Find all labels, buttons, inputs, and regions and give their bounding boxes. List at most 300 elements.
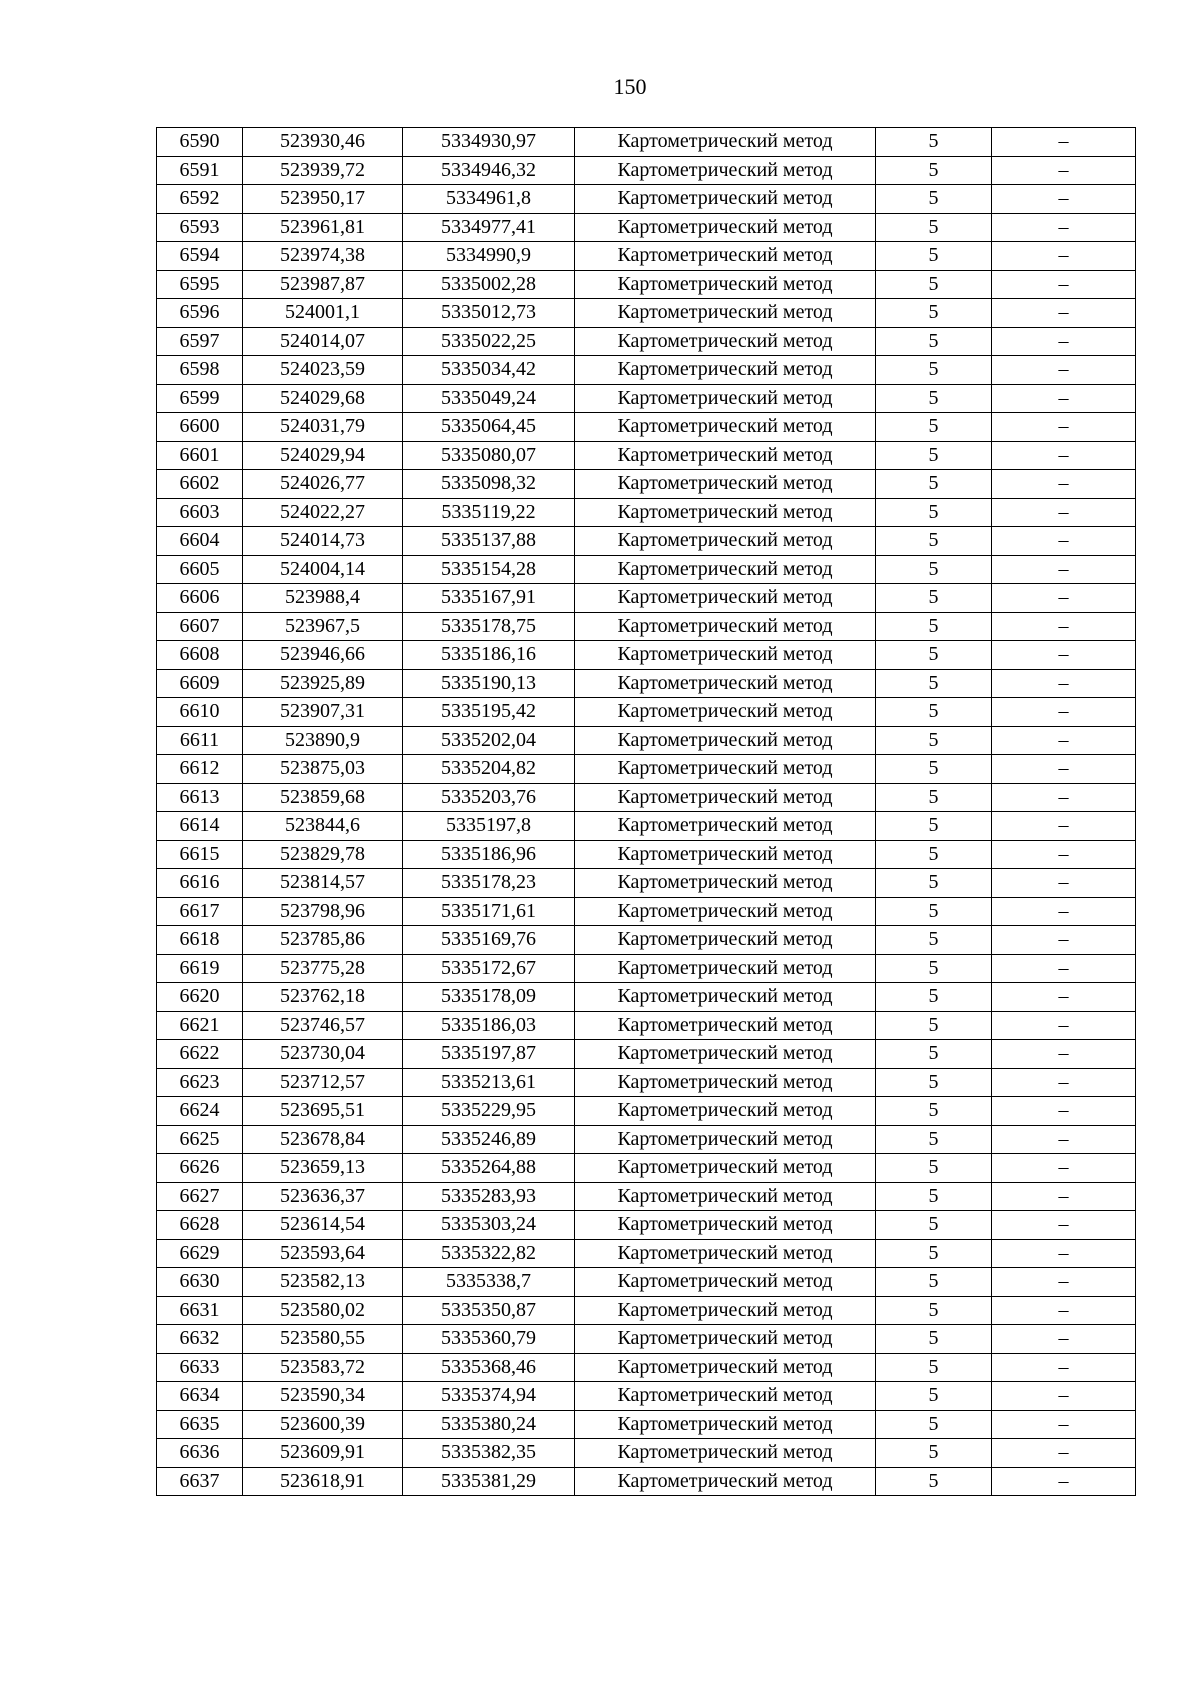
x-coordinate-cell: 523829,78 — [243, 840, 403, 869]
method-cell: Картометрический метод — [575, 128, 876, 157]
table-row — [157, 783, 1136, 812]
x-coordinate-cell: 524023,59 — [243, 356, 403, 385]
point-number-cell: 6637 — [157, 1467, 243, 1496]
accuracy-cell: 5 — [876, 1097, 992, 1126]
method-cell: Картометрический метод — [575, 1325, 876, 1354]
x-coordinate-cell: 524029,68 — [243, 384, 403, 413]
x-coordinate-cell: 523814,57 — [243, 869, 403, 898]
y-coordinate-cell: 5335350,87 — [403, 1296, 575, 1325]
table-row — [157, 1410, 1136, 1439]
y-coordinate-cell: 5335190,13 — [403, 669, 575, 698]
table-row — [157, 584, 1136, 613]
accuracy-cell: 5 — [876, 1439, 992, 1468]
description-cell: – — [992, 641, 1136, 670]
y-coordinate-cell: 5335374,94 — [403, 1382, 575, 1411]
accuracy-cell: 5 — [876, 641, 992, 670]
y-coordinate-cell: 5335080,07 — [403, 441, 575, 470]
y-coordinate-cell: 5335034,42 — [403, 356, 575, 385]
point-number-cell: 6636 — [157, 1439, 243, 1468]
method-cell: Картометрический метод — [575, 869, 876, 898]
x-coordinate-cell: 523930,46 — [243, 128, 403, 157]
point-number-cell: 6610 — [157, 698, 243, 727]
point-number-cell: 6596 — [157, 299, 243, 328]
y-coordinate-cell: 5335202,04 — [403, 726, 575, 755]
y-coordinate-cell: 5335213,61 — [403, 1068, 575, 1097]
description-cell: – — [992, 527, 1136, 556]
method-cell: Картометрический метод — [575, 498, 876, 527]
point-number-cell: 6629 — [157, 1239, 243, 1268]
description-cell: – — [992, 783, 1136, 812]
x-coordinate-cell: 523614,54 — [243, 1211, 403, 1240]
table-row — [157, 384, 1136, 413]
table-row — [157, 1068, 1136, 1097]
y-coordinate-cell: 5335178,09 — [403, 983, 575, 1012]
description-cell: – — [992, 185, 1136, 214]
y-coordinate-cell: 5335186,03 — [403, 1011, 575, 1040]
x-coordinate-cell: 523593,64 — [243, 1239, 403, 1268]
y-coordinate-cell: 5335303,24 — [403, 1211, 575, 1240]
point-number-cell: 6604 — [157, 527, 243, 556]
x-coordinate-cell: 524004,14 — [243, 555, 403, 584]
x-coordinate-cell: 524014,07 — [243, 327, 403, 356]
accuracy-cell: 5 — [876, 926, 992, 955]
x-coordinate-cell: 523746,57 — [243, 1011, 403, 1040]
table-row — [157, 612, 1136, 641]
y-coordinate-cell: 5335203,76 — [403, 783, 575, 812]
x-coordinate-cell: 523712,57 — [243, 1068, 403, 1097]
table-row — [157, 441, 1136, 470]
accuracy-cell: 5 — [876, 156, 992, 185]
method-cell: Картометрический метод — [575, 755, 876, 784]
description-cell: – — [992, 156, 1136, 185]
accuracy-cell: 5 — [876, 1268, 992, 1297]
y-coordinate-cell: 5335204,82 — [403, 755, 575, 784]
method-cell: Картометрический метод — [575, 669, 876, 698]
x-coordinate-cell: 523580,02 — [243, 1296, 403, 1325]
point-number-cell: 6634 — [157, 1382, 243, 1411]
point-number-cell: 6625 — [157, 1125, 243, 1154]
method-cell: Картометрический метод — [575, 270, 876, 299]
method-cell: Картометрический метод — [575, 185, 876, 214]
method-cell: Картометрический метод — [575, 1439, 876, 1468]
accuracy-cell: 5 — [876, 1068, 992, 1097]
table-row — [157, 1268, 1136, 1297]
description-cell: – — [992, 1382, 1136, 1411]
table-row — [157, 1296, 1136, 1325]
point-number-cell: 6598 — [157, 356, 243, 385]
method-cell: Картометрический метод — [575, 1382, 876, 1411]
method-cell: Картометрический метод — [575, 954, 876, 983]
accuracy-cell: 5 — [876, 1382, 992, 1411]
accuracy-cell: 5 — [876, 1125, 992, 1154]
x-coordinate-cell: 523950,17 — [243, 185, 403, 214]
point-number-cell: 6618 — [157, 926, 243, 955]
table-row — [157, 213, 1136, 242]
table-row — [157, 1154, 1136, 1183]
table-row — [157, 698, 1136, 727]
table-row — [157, 413, 1136, 442]
point-number-cell: 6603 — [157, 498, 243, 527]
table-row — [157, 555, 1136, 584]
accuracy-cell: 5 — [876, 1296, 992, 1325]
y-coordinate-cell: 5334990,9 — [403, 242, 575, 271]
method-cell: Картометрический метод — [575, 527, 876, 556]
point-number-cell: 6595 — [157, 270, 243, 299]
table-row — [157, 128, 1136, 157]
x-coordinate-cell: 524029,94 — [243, 441, 403, 470]
accuracy-cell: 5 — [876, 1467, 992, 1496]
y-coordinate-cell: 5335368,46 — [403, 1353, 575, 1382]
x-coordinate-cell: 523636,37 — [243, 1182, 403, 1211]
description-cell: – — [992, 470, 1136, 499]
method-cell: Картометрический метод — [575, 1011, 876, 1040]
method-cell: Картометрический метод — [575, 1040, 876, 1069]
description-cell: – — [992, 1182, 1136, 1211]
method-cell: Картометрический метод — [575, 413, 876, 442]
method-cell: Картометрический метод — [575, 983, 876, 1012]
y-coordinate-cell: 5335154,28 — [403, 555, 575, 584]
description-cell: – — [992, 128, 1136, 157]
table-row — [157, 869, 1136, 898]
point-number-cell: 6594 — [157, 242, 243, 271]
table-row — [157, 1211, 1136, 1240]
x-coordinate-cell: 523988,4 — [243, 584, 403, 613]
table-row — [157, 726, 1136, 755]
point-number-cell: 6605 — [157, 555, 243, 584]
y-coordinate-cell: 5335380,24 — [403, 1410, 575, 1439]
method-cell: Картометрический метод — [575, 555, 876, 584]
accuracy-cell: 5 — [876, 812, 992, 841]
accuracy-cell: 5 — [876, 185, 992, 214]
description-cell: – — [992, 584, 1136, 613]
description-cell: – — [992, 1097, 1136, 1126]
point-number-cell: 6608 — [157, 641, 243, 670]
accuracy-cell: 5 — [876, 669, 992, 698]
accuracy-cell: 5 — [876, 783, 992, 812]
description-cell: – — [992, 1125, 1136, 1154]
description-cell: – — [992, 726, 1136, 755]
description-cell: – — [992, 270, 1136, 299]
table-row — [157, 954, 1136, 983]
table-row — [157, 641, 1136, 670]
description-cell: – — [992, 1353, 1136, 1382]
description-cell: – — [992, 213, 1136, 242]
accuracy-cell: 5 — [876, 242, 992, 271]
x-coordinate-cell: 523844,6 — [243, 812, 403, 841]
description-cell: – — [992, 840, 1136, 869]
method-cell: Картометрический метод — [575, 840, 876, 869]
x-coordinate-cell: 523946,66 — [243, 641, 403, 670]
point-number-cell: 6620 — [157, 983, 243, 1012]
y-coordinate-cell: 5335169,76 — [403, 926, 575, 955]
table-row — [157, 156, 1136, 185]
x-coordinate-cell: 524014,73 — [243, 527, 403, 556]
y-coordinate-cell: 5335197,87 — [403, 1040, 575, 1069]
table-row — [157, 1353, 1136, 1382]
x-coordinate-cell: 523609,91 — [243, 1439, 403, 1468]
y-coordinate-cell: 5335012,73 — [403, 299, 575, 328]
x-coordinate-cell: 524031,79 — [243, 413, 403, 442]
x-coordinate-cell: 523859,68 — [243, 783, 403, 812]
point-number-cell: 6623 — [157, 1068, 243, 1097]
point-number-cell: 6617 — [157, 897, 243, 926]
x-coordinate-cell: 523580,55 — [243, 1325, 403, 1354]
x-coordinate-cell: 523695,51 — [243, 1097, 403, 1126]
point-number-cell: 6627 — [157, 1182, 243, 1211]
y-coordinate-cell: 5335064,45 — [403, 413, 575, 442]
x-coordinate-cell: 524001,1 — [243, 299, 403, 328]
description-cell: – — [992, 413, 1136, 442]
x-coordinate-cell: 524026,77 — [243, 470, 403, 499]
point-number-cell: 6633 — [157, 1353, 243, 1382]
method-cell: Картометрический метод — [575, 384, 876, 413]
x-coordinate-cell: 523678,84 — [243, 1125, 403, 1154]
y-coordinate-cell: 5335178,23 — [403, 869, 575, 898]
accuracy-cell: 5 — [876, 869, 992, 898]
y-coordinate-cell: 5335283,93 — [403, 1182, 575, 1211]
point-number-cell: 6632 — [157, 1325, 243, 1354]
table-row — [157, 356, 1136, 385]
y-coordinate-cell: 5335098,32 — [403, 470, 575, 499]
table-row — [157, 983, 1136, 1012]
description-cell: – — [992, 1296, 1136, 1325]
description-cell: – — [992, 669, 1136, 698]
y-coordinate-cell: 5335382,35 — [403, 1439, 575, 1468]
method-cell: Картометрический метод — [575, 926, 876, 955]
y-coordinate-cell: 5335197,8 — [403, 812, 575, 841]
point-number-cell: 6622 — [157, 1040, 243, 1069]
accuracy-cell: 5 — [876, 1325, 992, 1354]
x-coordinate-cell: 523939,72 — [243, 156, 403, 185]
x-coordinate-cell: 523890,9 — [243, 726, 403, 755]
y-coordinate-cell: 5335186,96 — [403, 840, 575, 869]
description-cell: – — [992, 356, 1136, 385]
accuracy-cell: 5 — [876, 1154, 992, 1183]
table-row — [157, 755, 1136, 784]
point-number-cell: 6619 — [157, 954, 243, 983]
x-coordinate-cell: 523798,96 — [243, 897, 403, 926]
y-coordinate-cell: 5335360,79 — [403, 1325, 575, 1354]
accuracy-cell: 5 — [876, 270, 992, 299]
table-row — [157, 498, 1136, 527]
description-cell: – — [992, 755, 1136, 784]
y-coordinate-cell: 5334930,97 — [403, 128, 575, 157]
description-cell: – — [992, 1268, 1136, 1297]
x-coordinate-cell: 523582,13 — [243, 1268, 403, 1297]
accuracy-cell: 5 — [876, 755, 992, 784]
table-row — [157, 1439, 1136, 1468]
y-coordinate-cell: 5335002,28 — [403, 270, 575, 299]
description-cell: – — [992, 869, 1136, 898]
point-number-cell: 6616 — [157, 869, 243, 898]
description-cell: – — [992, 1325, 1136, 1354]
method-cell: Картометрический метод — [575, 470, 876, 499]
accuracy-cell: 5 — [876, 983, 992, 1012]
y-coordinate-cell: 5335246,89 — [403, 1125, 575, 1154]
x-coordinate-cell: 523907,31 — [243, 698, 403, 727]
method-cell: Картометрический метод — [575, 327, 876, 356]
method-cell: Картометрический метод — [575, 726, 876, 755]
description-cell: – — [992, 299, 1136, 328]
description-cell: – — [992, 1439, 1136, 1468]
table-row — [157, 926, 1136, 955]
accuracy-cell: 5 — [876, 470, 992, 499]
y-coordinate-cell: 5335229,95 — [403, 1097, 575, 1126]
accuracy-cell: 5 — [876, 356, 992, 385]
y-coordinate-cell: 5335137,88 — [403, 527, 575, 556]
method-cell: Картометрический метод — [575, 812, 876, 841]
description-cell: – — [992, 1068, 1136, 1097]
x-coordinate-cell: 523974,38 — [243, 242, 403, 271]
x-coordinate-cell: 523775,28 — [243, 954, 403, 983]
point-number-cell: 6630 — [157, 1268, 243, 1297]
method-cell: Картометрический метод — [575, 441, 876, 470]
accuracy-cell: 5 — [876, 1040, 992, 1069]
method-cell: Картометрический метод — [575, 242, 876, 271]
y-coordinate-cell: 5335338,7 — [403, 1268, 575, 1297]
description-cell: – — [992, 1467, 1136, 1496]
y-coordinate-cell: 5335022,25 — [403, 327, 575, 356]
accuracy-cell: 5 — [876, 954, 992, 983]
table-row — [157, 1182, 1136, 1211]
method-cell: Картометрический метод — [575, 1097, 876, 1126]
description-cell: – — [992, 698, 1136, 727]
x-coordinate-cell: 524022,27 — [243, 498, 403, 527]
accuracy-cell: 5 — [876, 327, 992, 356]
method-cell: Картометрический метод — [575, 1410, 876, 1439]
point-number-cell: 6626 — [157, 1154, 243, 1183]
y-coordinate-cell: 5335178,75 — [403, 612, 575, 641]
point-number-cell: 6602 — [157, 470, 243, 499]
coordinates-table — [156, 127, 1136, 1496]
method-cell: Картометрический метод — [575, 1268, 876, 1297]
x-coordinate-cell: 523785,86 — [243, 926, 403, 955]
point-number-cell: 6590 — [157, 128, 243, 157]
table-row — [157, 840, 1136, 869]
x-coordinate-cell: 523875,03 — [243, 755, 403, 784]
accuracy-cell: 5 — [876, 1011, 992, 1040]
y-coordinate-cell: 5335264,88 — [403, 1154, 575, 1183]
accuracy-cell: 5 — [876, 1211, 992, 1240]
table-row — [157, 897, 1136, 926]
y-coordinate-cell: 5334946,32 — [403, 156, 575, 185]
method-cell: Картометрический метод — [575, 213, 876, 242]
accuracy-cell: 5 — [876, 498, 992, 527]
y-coordinate-cell: 5335381,29 — [403, 1467, 575, 1496]
y-coordinate-cell: 5334961,8 — [403, 185, 575, 214]
accuracy-cell: 5 — [876, 698, 992, 727]
method-cell: Картометрический метод — [575, 1068, 876, 1097]
point-number-cell: 6613 — [157, 783, 243, 812]
table-row — [157, 527, 1136, 556]
method-cell: Картометрический метод — [575, 1353, 876, 1382]
y-coordinate-cell: 5334977,41 — [403, 213, 575, 242]
y-coordinate-cell: 5335195,42 — [403, 698, 575, 727]
description-cell: – — [992, 954, 1136, 983]
description-cell: – — [992, 1211, 1136, 1240]
method-cell: Картометрический метод — [575, 698, 876, 727]
point-number-cell: 6609 — [157, 669, 243, 698]
method-cell: Картометрический метод — [575, 1125, 876, 1154]
point-number-cell: 6597 — [157, 327, 243, 356]
method-cell: Картометрический метод — [575, 612, 876, 641]
point-number-cell: 6593 — [157, 213, 243, 242]
point-number-cell: 6631 — [157, 1296, 243, 1325]
y-coordinate-cell: 5335171,61 — [403, 897, 575, 926]
description-cell: – — [992, 498, 1136, 527]
table-row — [157, 1325, 1136, 1354]
method-cell: Картометрический метод — [575, 1467, 876, 1496]
point-number-cell: 6628 — [157, 1211, 243, 1240]
page-number: 150 — [613, 74, 647, 99]
y-coordinate-cell: 5335167,91 — [403, 584, 575, 613]
method-cell: Картометрический метод — [575, 156, 876, 185]
y-coordinate-cell: 5335119,22 — [403, 498, 575, 527]
table-row — [157, 1125, 1136, 1154]
table-row — [157, 470, 1136, 499]
description-cell: – — [992, 897, 1136, 926]
accuracy-cell: 5 — [876, 441, 992, 470]
table-row — [157, 812, 1136, 841]
y-coordinate-cell: 5335049,24 — [403, 384, 575, 413]
x-coordinate-cell: 523967,5 — [243, 612, 403, 641]
point-number-cell: 6601 — [157, 441, 243, 470]
description-cell: – — [992, 327, 1136, 356]
x-coordinate-cell: 523659,13 — [243, 1154, 403, 1183]
description-cell: – — [992, 441, 1136, 470]
point-number-cell: 6611 — [157, 726, 243, 755]
accuracy-cell: 5 — [876, 612, 992, 641]
accuracy-cell: 5 — [876, 128, 992, 157]
accuracy-cell: 5 — [876, 726, 992, 755]
table-row — [157, 270, 1136, 299]
point-number-cell: 6591 — [157, 156, 243, 185]
method-cell: Картометрический метод — [575, 1211, 876, 1240]
accuracy-cell: 5 — [876, 384, 992, 413]
method-cell: Картометрический метод — [575, 1182, 876, 1211]
method-cell: Картометрический метод — [575, 897, 876, 926]
x-coordinate-cell: 523925,89 — [243, 669, 403, 698]
point-number-cell: 6635 — [157, 1410, 243, 1439]
accuracy-cell: 5 — [876, 897, 992, 926]
point-number-cell: 6600 — [157, 413, 243, 442]
method-cell: Картометрический метод — [575, 1239, 876, 1268]
description-cell: – — [992, 242, 1136, 271]
point-number-cell: 6606 — [157, 584, 243, 613]
description-cell: – — [992, 612, 1136, 641]
point-number-cell: 6621 — [157, 1011, 243, 1040]
accuracy-cell: 5 — [876, 584, 992, 613]
y-coordinate-cell: 5335322,82 — [403, 1239, 575, 1268]
accuracy-cell: 5 — [876, 413, 992, 442]
description-cell: – — [992, 926, 1136, 955]
accuracy-cell: 5 — [876, 555, 992, 584]
accuracy-cell: 5 — [876, 840, 992, 869]
accuracy-cell: 5 — [876, 1410, 992, 1439]
x-coordinate-cell: 523583,72 — [243, 1353, 403, 1382]
point-number-cell: 6607 — [157, 612, 243, 641]
method-cell: Картометрический метод — [575, 299, 876, 328]
point-number-cell: 6615 — [157, 840, 243, 869]
x-coordinate-cell: 523987,87 — [243, 270, 403, 299]
description-cell: – — [992, 555, 1136, 584]
x-coordinate-cell: 523730,04 — [243, 1040, 403, 1069]
description-cell: – — [992, 1011, 1136, 1040]
accuracy-cell: 5 — [876, 213, 992, 242]
x-coordinate-cell: 523618,91 — [243, 1467, 403, 1496]
point-number-cell: 6592 — [157, 185, 243, 214]
method-cell: Картометрический метод — [575, 356, 876, 385]
